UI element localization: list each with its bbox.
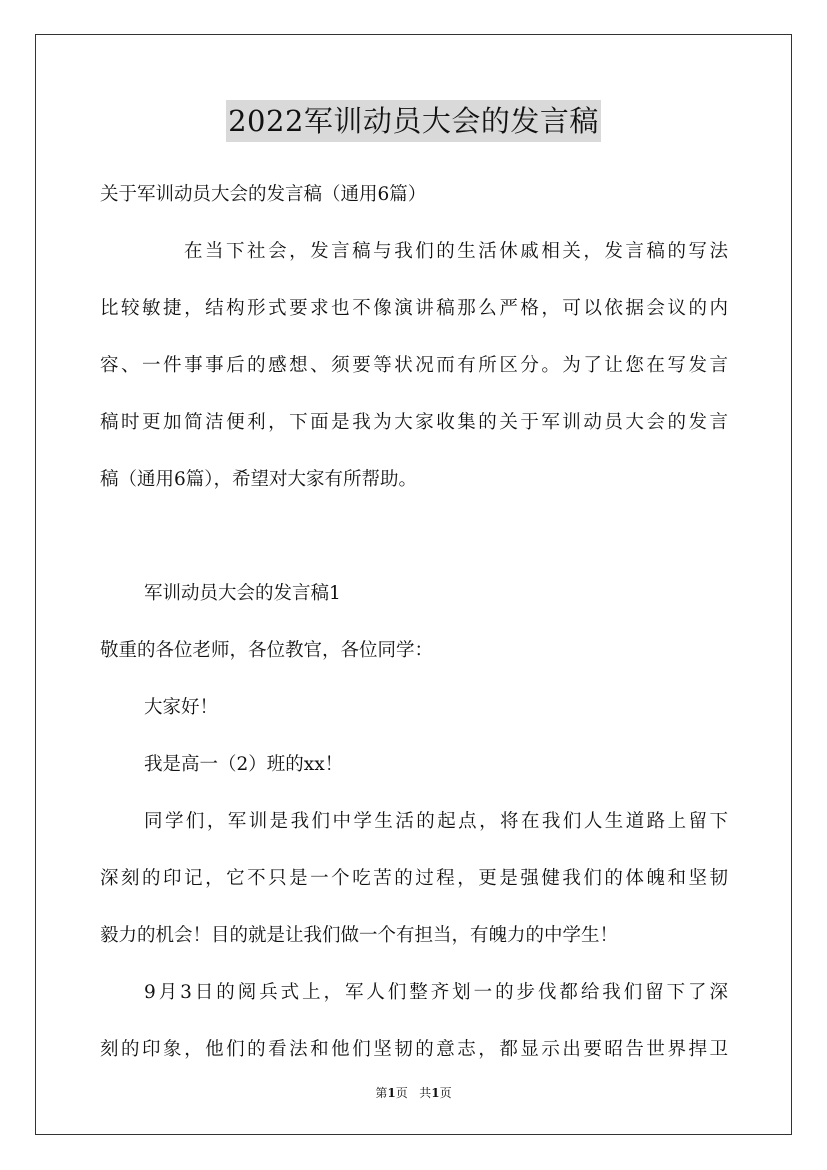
paragraph-line: 9月3日的阅兵式上，军人们整齐划一的步伐都给我们留下了深 <box>144 982 728 1003</box>
total-suffix: 页 <box>439 1086 452 1100</box>
document-body <box>100 166 728 1078</box>
salutation-line: 敬重的各位老师，各位教官，各位同学： <box>100 640 434 661</box>
title-container <box>0 100 827 142</box>
paragraph-line: 比较敏捷，结构形式要求也不像演讲稿那么严格，可以依据会议的内 <box>100 298 728 319</box>
paragraph-line: 深刻的印记，它不只是一个吃苦的过程，更是强健我们的体魄和坚韧 <box>100 868 728 889</box>
intro-line: 我是高一（2）班的xx！ <box>144 754 344 775</box>
paragraph-line: 刻的印象，他们的看法和他们坚韧的意志，都显示出要昭告世界捍卫 <box>100 1039 728 1060</box>
total-prefix: 共 <box>419 1086 432 1100</box>
paragraph-line: 容、一件事事后的感想、须要等状况而有所区分。为了让您在写发言 <box>100 355 728 376</box>
page-suffix: 页 <box>395 1086 408 1100</box>
total-number: 1 <box>431 1086 440 1100</box>
paragraph-line: 同学们，军训是我们中学生活的起点，将在我们人生道路上留下 <box>144 811 728 832</box>
subtitle-line: 关于军训动员大会的发言稿（通用6篇） <box>100 184 427 205</box>
section-heading: 军训动员大会的发言稿1 <box>144 583 341 604</box>
page-prefix: 第 <box>375 1086 388 1100</box>
greeting-line: 大家好！ <box>144 697 219 718</box>
page-footer <box>0 1085 827 1101</box>
page-number: 1 <box>387 1086 396 1100</box>
paragraph-line: 稿（通用6篇），希望对大家有所帮助。 <box>100 469 418 490</box>
paragraph-line: 稿时更加简洁便利，下面是我为大家收集的关于军训动员大会的发言 <box>100 412 728 433</box>
paragraph-gap <box>100 508 728 565</box>
paragraph-line: 在当下社会，发言稿与我们的生活休戚相关，发言稿的写法 <box>184 241 728 262</box>
paragraph-line: 毅力的机会！目的就是让我们做一个有担当，有魄力的中学生！ <box>100 925 619 946</box>
document-title: 2022军训动员大会的发言稿 <box>226 100 601 142</box>
